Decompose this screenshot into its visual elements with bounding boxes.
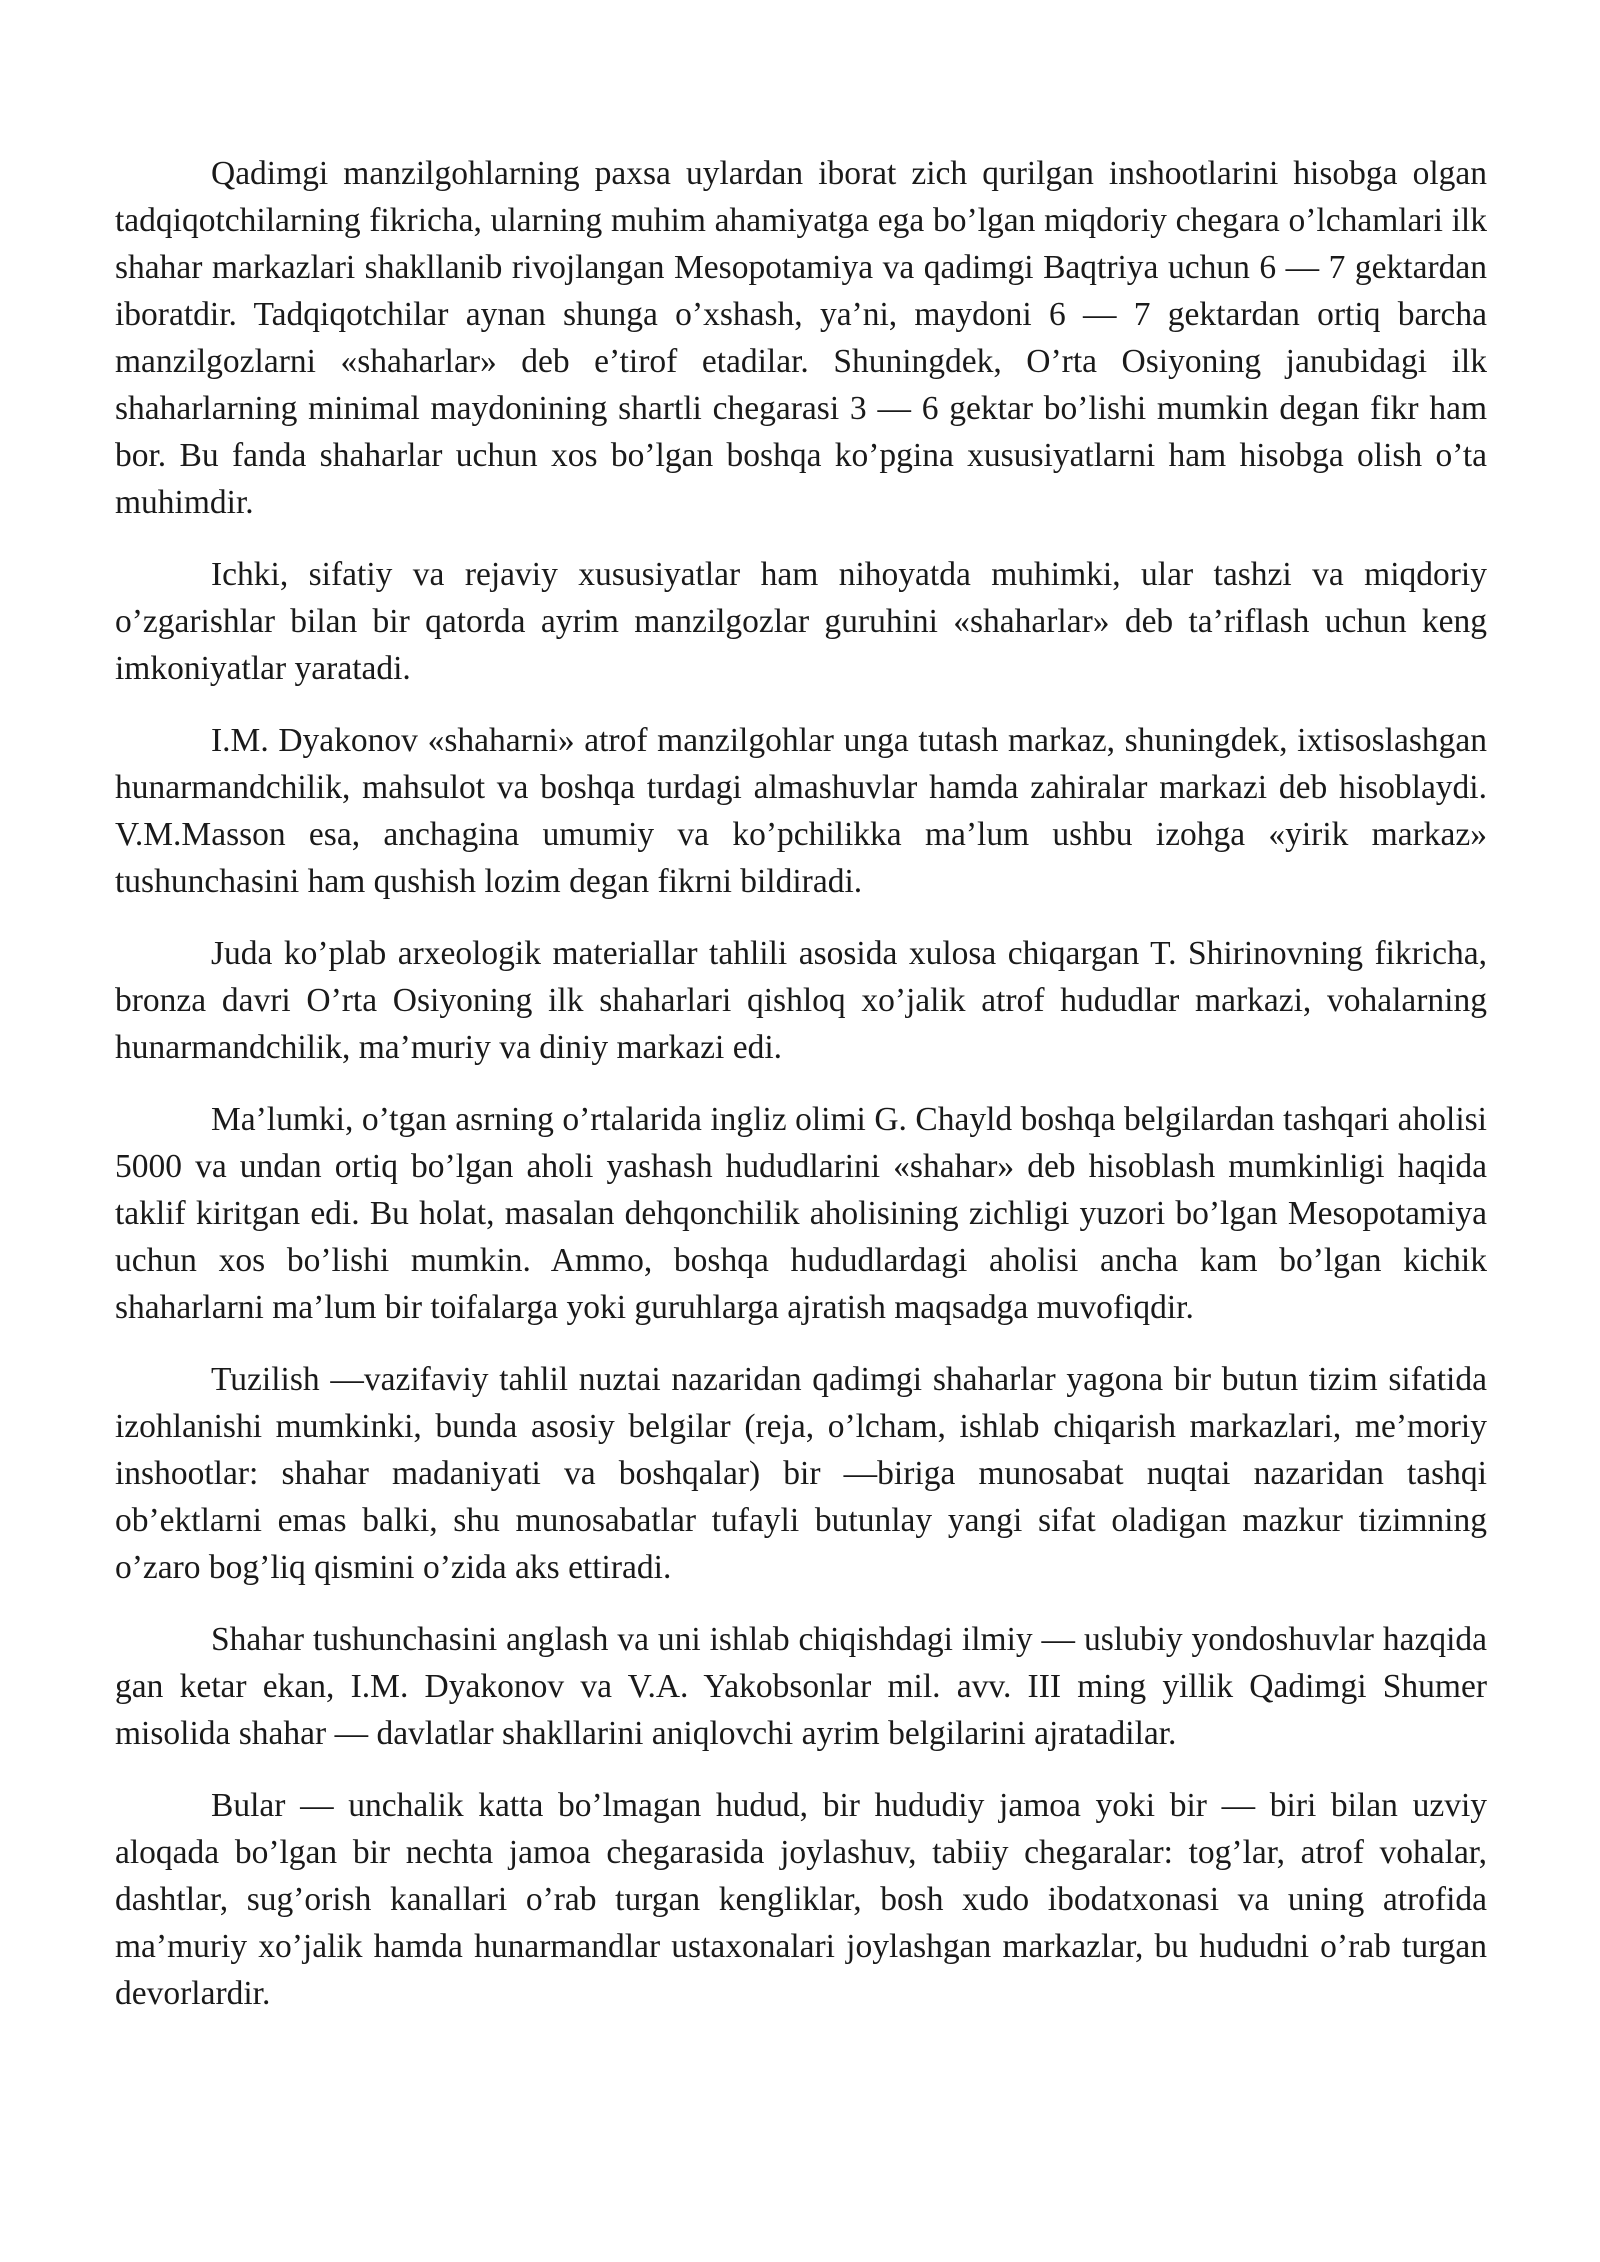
paragraph-5: Ma’lumki, o’tgan asrning o’rtalarida ingliz olimi G. Chayld boshqa belgilardan tashqari aholisi 5000 va undan ortiq bo’lgan aholi yashash hududlarini «shahar» deb hisoblash mumkinligi haqida taklif kiritgan edi. Bu holat, masalan dehqonchilik aholisining zichligi yuzori bo’lgan Mesopotamiya uchun xos bo’lishi mumkin. Ammo, boshqa hududlardagi aholisi ancha kam bo’lgan kichik shaharlarni ma’lum bir toifalarga yoki guruhlarga ajratish maqsadga muvofiqdir. [115,1101,1487,1326]
paragraph-4: Juda ko’plab arxeologik materiallar tahlili asosida xulosa chiqargan T. Shirinovning fikricha, bronza davri O’rta Osiyoning ilk shaharlari qishloq xo’jalik atrof hududlar markazi, vohalarning hunarmandchilik, ma’muriy va diniy markazi edi. [115,935,1487,1066]
paragraph-3: I.M. Dyakonov «shaharni» atrof manzilgohlar unga tutash markaz, shuningdek, ixtisoslashgan hunarmandchilik, mahsulot va boshqa turdagi almashuvlar hamda zahiralar markazi deb hisoblaydi. V.M.Masson esa, anchagina umumiy va ko’pchilikka ma’lum ushbu izohga «yirik markaz» tushunchasini ham qushish lozim degan fikrni bildiradi. [115,722,1487,900]
paragraph-1: Qadimgi manzilgohlarning paxsa uylardan iborat zich qurilgan inshootlarini hisobga olgan tadqiqotchilarning fikricha, ularning muhim ahamiyatga ega bo’lgan miqdoriy chegara o’lchamlari ilk shahar markazlari shakllanib rivojlangan Mesopotamiya va qadimgi Baqtriya uchun 6 — 7 gektardan iboratdir. Tadqiqotchilar aynan shunga o’xshash, ya’ni, maydoni 6 — 7 gektardan ortiq barcha manzilgozlarni «shaharlar» deb e’tirof etadilar. Shuningdek, O’rta Osiyoning janubidagi ilk shaharlarning minimal maydonining shartli chegarasi 3 — 6 gektar bo’lishi mumkin degan fikr ham bor. Bu fanda shaharlar uchun xos bo’lgan boshqa ko’pgina xususiyatlarni ham hisobga olish o’ta muhimdir. [115,155,1487,521]
paragraph-8: Bular — unchalik katta bo’lmagan hudud, bir hududiy jamoa yoki bir — biri bilan uzviy aloqada bo’lgan bir nechta jamoa chegarasida joylashuv, tabiiy chegaralar: tog’lar, atrof vohalar, dashtlar, sug’orish kanallari o’rab turgan kengliklar, bosh xudo ibodatxonasi va uning atrofida ma’muriy xo’jalik hamda hunarmandlar ustaxonalari joylashgan markazlar, bu hududni o’rab turgan devorlardir. [115,1787,1487,2012]
paragraph-7: Shahar tushunchasini anglash va uni ishlab chiqishdagi ilmiy — uslubiy yondoshuvlar hazqida gan ketar ekan, I.M. Dyakonov va V.A. Yakobsonlar mil. avv. III ming yillik Qadimgi Shumer misolida shahar — davlatlar shakllarini aniqlovchi ayrim belgilarini ajratadilar. [115,1621,1487,1752]
paragraph-2: Ichki, sifatiy va rejaviy xususiyatlar ham nihoyatda muhimki, ular tashzi va miqdoriy o’zgarishlar bilan bir qatorda ayrim manzilgozlar guruhini «shaharlar» deb ta’riflash uchun keng imkoniyatlar yaratadi. [115,556,1487,687]
paragraph-6: Tuzilish —vazifaviy tahlil nuztai nazaridan qadimgi shaharlar yagona bir butun tizim sifatida izohlanishi mumkinki, bunda asosiy belgilar (reja, o’lcham, ishlab chiqarish markazlari, me’moriy inshootlar: shahar madaniyati va boshqalar) bir —biriga munosabat nuqtai nazaridan tashqi ob’ektlarni emas balki, shu munosabatlar tufayli butunlay yangi sifat oladigan mazkur tizimning o’zaro bog’liq qismini o’zida aks ettiradi. [115,1361,1487,1586]
document-page [115,150,1487,2042]
